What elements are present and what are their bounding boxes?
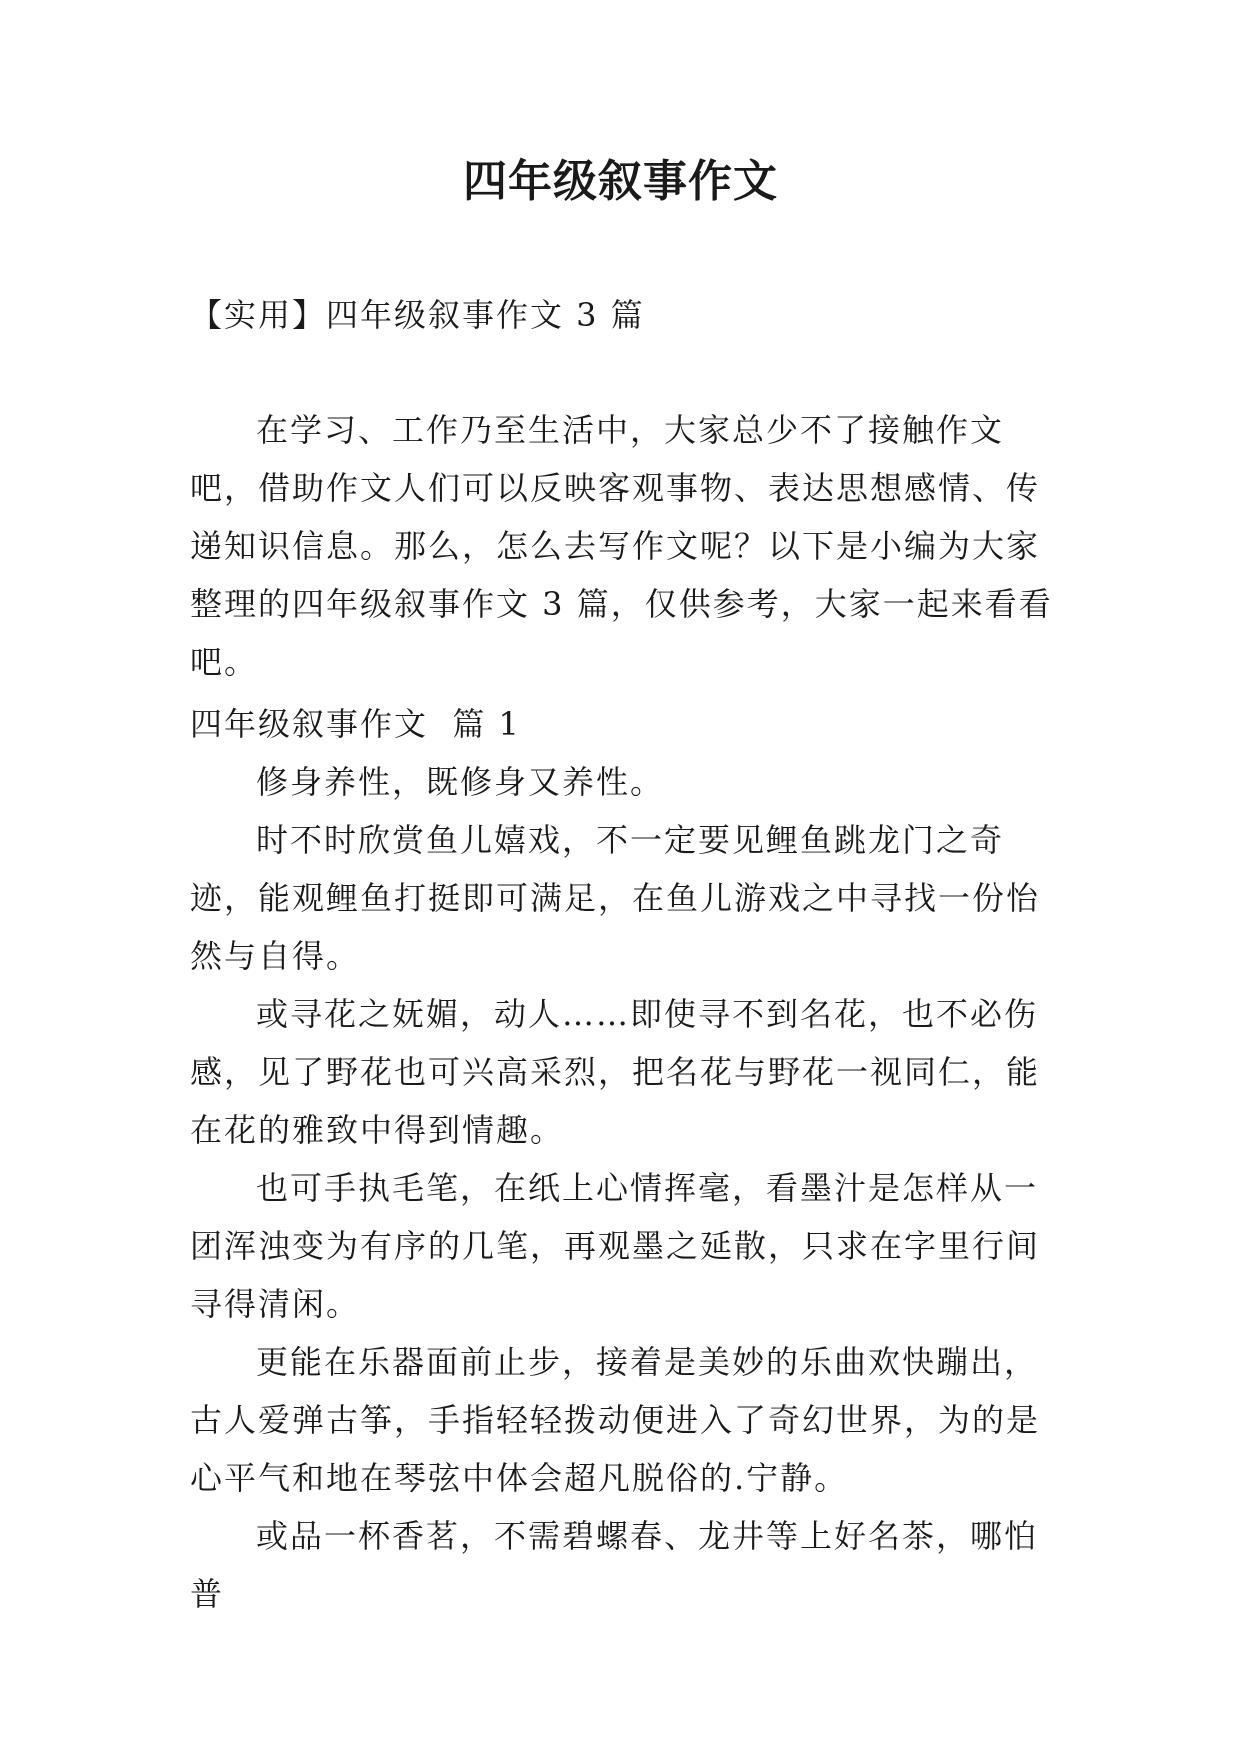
- document-title: 四年级叙事作文: [463, 156, 778, 207]
- document-subtitle: 【实用】四年级叙事作文 3 篇: [190, 296, 645, 334]
- article-paragraph: 或品一杯香茗，不需碧螺春、龙井等上好名茶，哪怕普: [190, 1517, 1039, 1613]
- article-paragraph: 修身养性，既修身又养性。: [256, 763, 665, 801]
- article-paragraph: 更能在乐器面前止步，接着是美妙的乐曲欢快蹦出，古人爱弹古筝，手指轻轻拨动便进入了奇幻世界，为的是心平气和地在琴弦中体会超凡脱俗的.宁静。: [190, 1343, 1041, 1497]
- intro-paragraph: 在学习、工作乃至生活中，大家总少不了接触作文吧，借助作文人们可以反映客观事物、表达思想感情、传递知识信息。那么，怎么去写作文呢？以下是小编为大家整理的四年级叙事作文 3 篇，仅供参考，大家一起来看看吧。: [190, 411, 1053, 681]
- section-heading: 四年级叙事作文 篇 1: [190, 705, 521, 743]
- article-paragraph: 或寻花之妩媚，动人……即使寻不到名花，也不必伤感，见了野花也可兴高采烈，把名花与野花一视同仁，能在花的雅致中得到情趣。: [190, 995, 1041, 1149]
- article-paragraph: 时不时欣赏鱼儿嬉戏，不一定要见鲤鱼跳龙门之奇迹，能观鲤鱼打挺即可满足，在鱼儿游戏之中寻找一份怡然与自得。: [190, 821, 1041, 975]
- article-paragraph: 也可手执毛笔，在纸上心情挥毫，看墨汁是怎样从一团浑浊变为有序的几笔，再观墨之延散，只求在字里行间寻得清闲。: [190, 1169, 1041, 1323]
- article-body: [190, 753, 1070, 1623]
